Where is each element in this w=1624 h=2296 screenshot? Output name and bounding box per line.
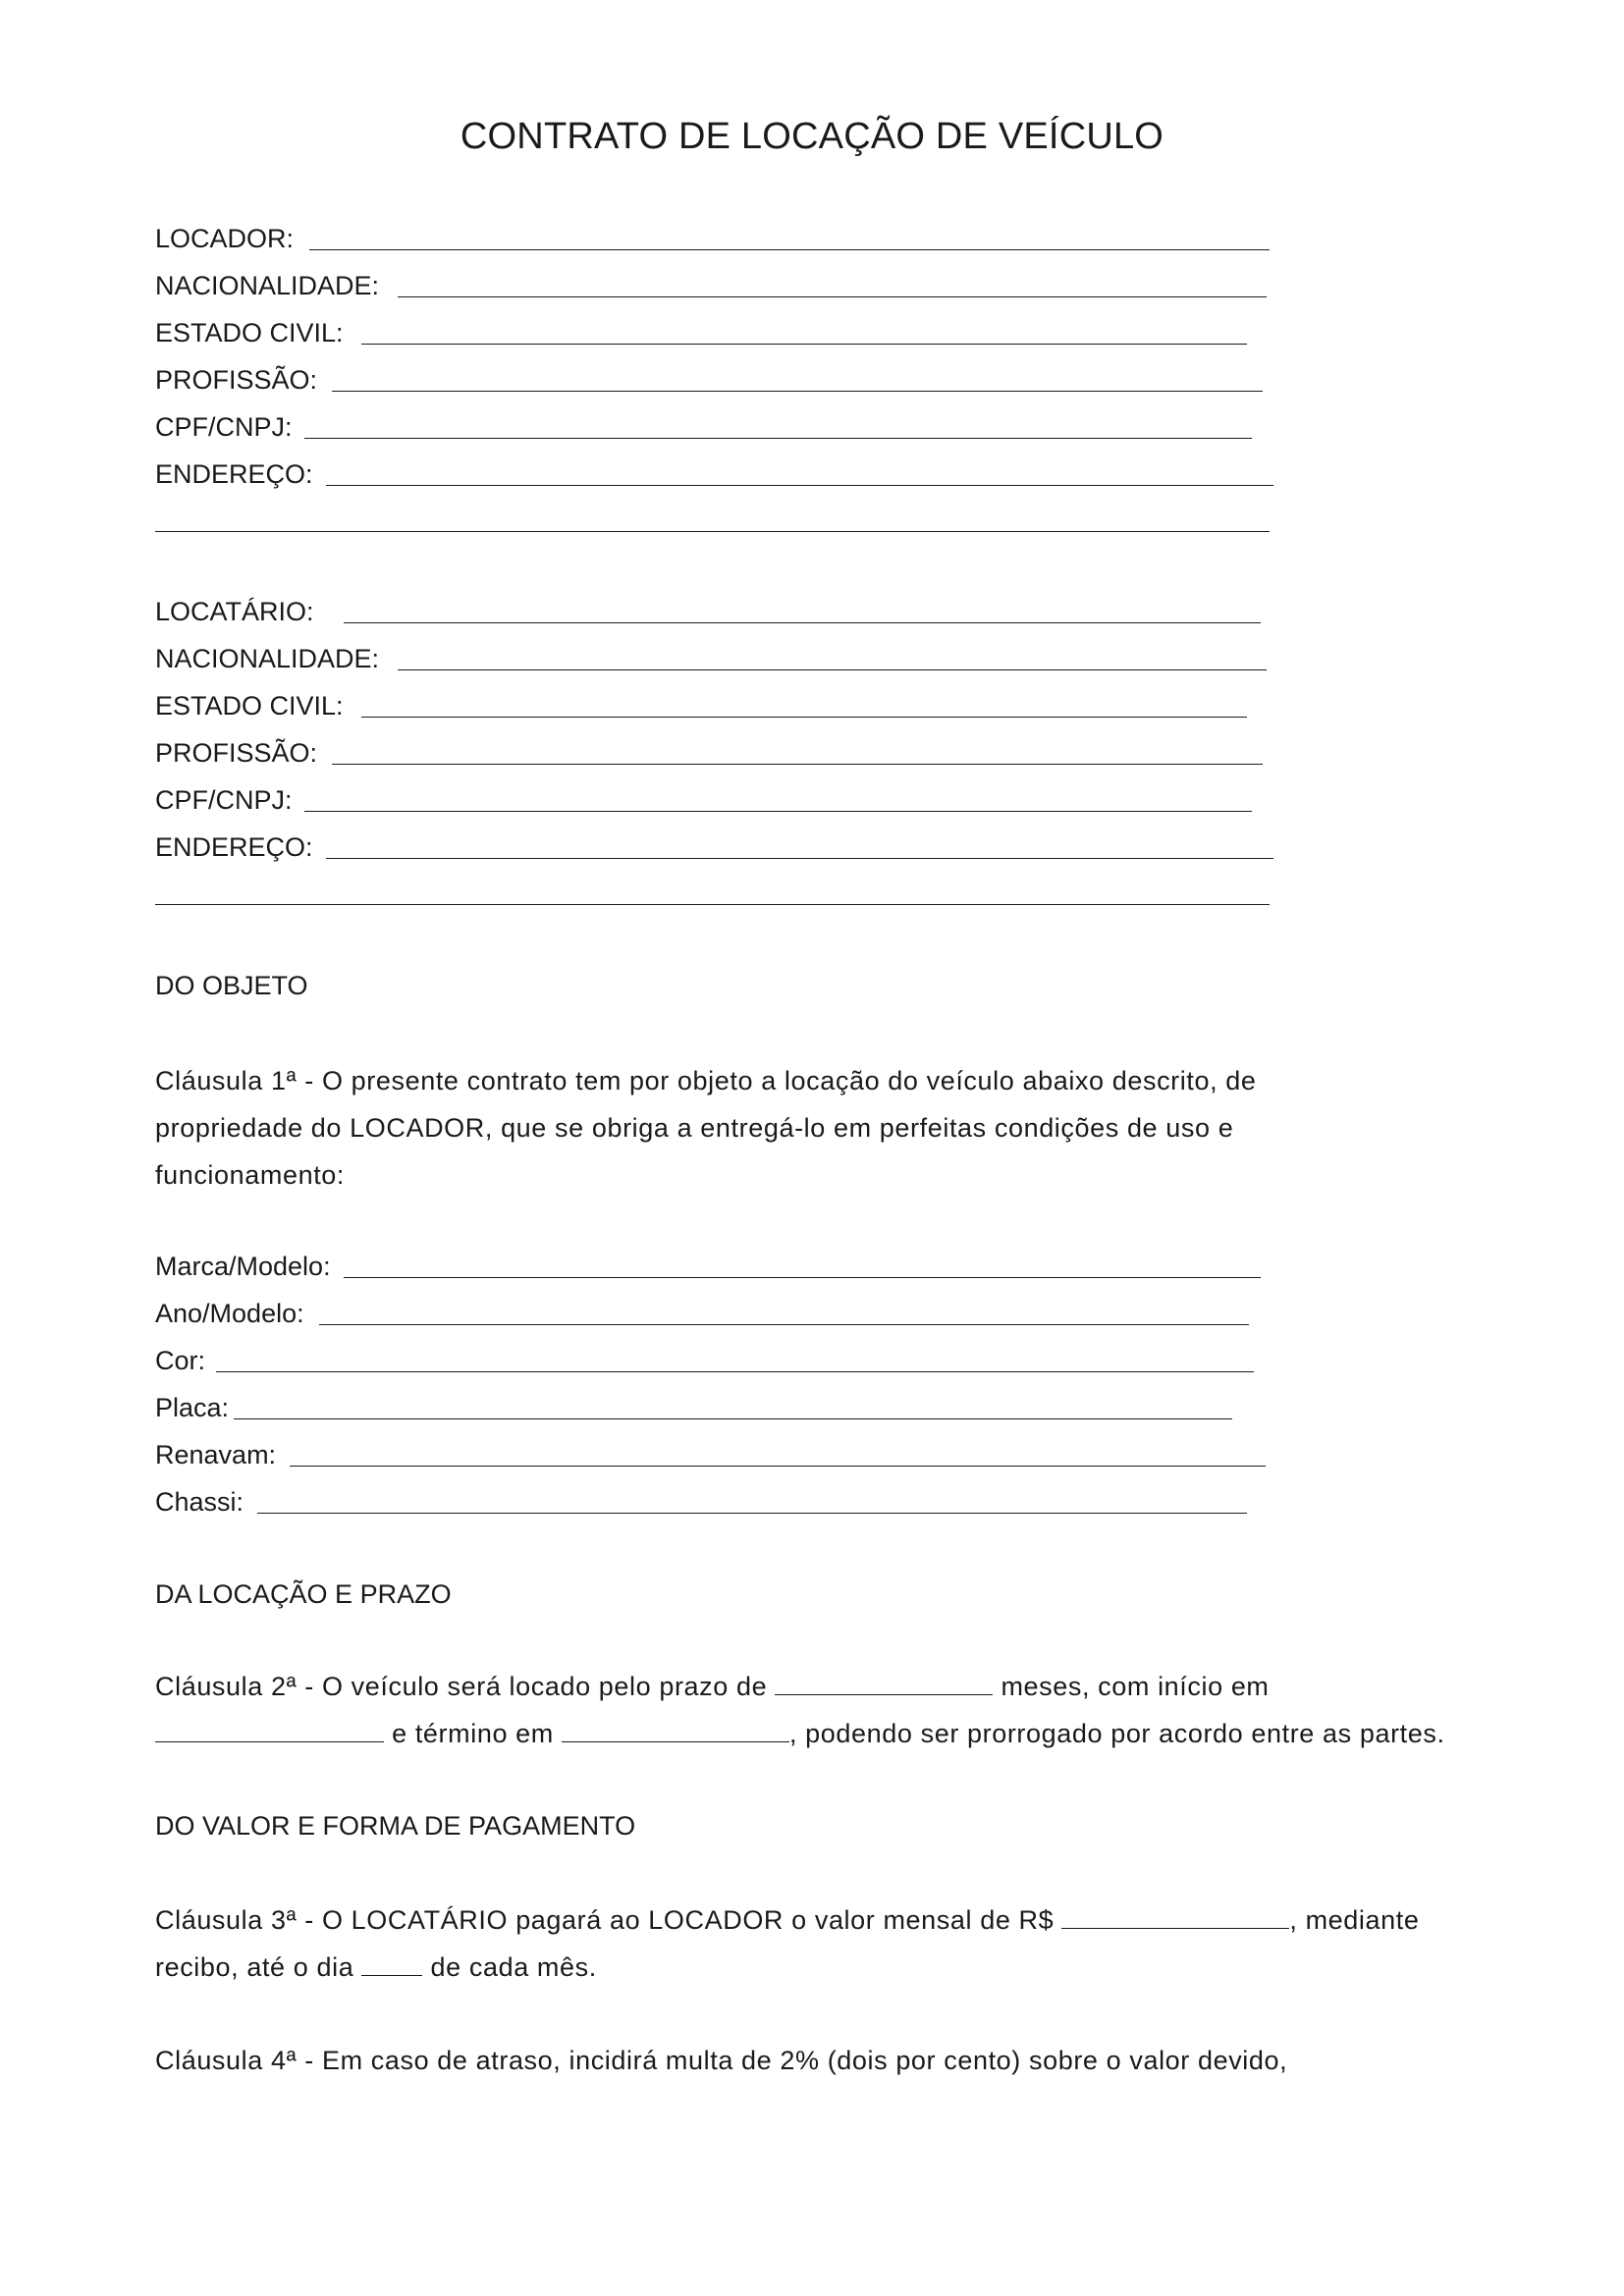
locador-nationality-field[interactable]	[398, 296, 1267, 297]
clausula-3-text-3: recibo, até o dia	[155, 1952, 354, 1982]
locador-profession-field[interactable]	[332, 391, 1263, 392]
vehicle-plate-label: Placa:	[155, 1393, 230, 1422]
locador-marital-status-field[interactable]	[361, 344, 1247, 345]
section-heading-objeto: DO OBJETO	[155, 971, 308, 1000]
locatario-address-label: ENDEREÇO:	[155, 832, 313, 862]
clausula-2-text-2: meses, com início em	[1001, 1672, 1270, 1701]
clausula-3-text-2: , mediante	[1289, 1905, 1420, 1935]
clausula-3	[155, 1896, 1510, 1991]
end-date-field[interactable]	[562, 1720, 789, 1742]
locador-name-field[interactable]	[309, 249, 1270, 250]
clausula-1	[155, 1057, 1510, 1199]
vehicle-renavam-label: Renavam:	[155, 1440, 277, 1469]
locatario-marital-status-label: ESTADO CIVIL:	[155, 691, 344, 721]
clausula-3-line-1	[155, 1896, 1510, 1944]
clausula-2-line-1	[155, 1663, 1510, 1710]
locador-nationality-label: NACIONALIDADE:	[155, 271, 380, 300]
vehicle-year-model-label: Ano/Modelo:	[155, 1299, 304, 1328]
clausula-1-line-3: funcionamento:	[155, 1160, 346, 1190]
vehicle-make-model-label: Marca/Modelo:	[155, 1252, 331, 1281]
locatario-profession-label: PROFISSÃO:	[155, 738, 318, 768]
vehicle-chassis-field[interactable]	[257, 1513, 1247, 1514]
locador-profession-label: PROFISSÃO:	[155, 365, 318, 395]
clausula-2-line-2	[155, 1710, 1510, 1757]
clausula-4-line-1: Cláusula 4ª - Em caso de atraso, incidirá multa de 2% (dois por cento) sobre o valor devido,	[155, 2046, 1288, 2075]
locatario-address-field[interactable]	[326, 858, 1273, 859]
monthly-value-field[interactable]	[1061, 1906, 1289, 1929]
clausula-1-line-2: propriedade do LOCADOR, que se obriga a entregá-lo em perfeitas condições de uso e	[155, 1113, 1234, 1143]
vehicle-color-field[interactable]	[216, 1371, 1254, 1372]
locatario-cpf-label: CPF/CNPJ:	[155, 785, 293, 815]
clausula-2-text-4: , podendo ser prorrogado por acordo entre as partes.	[788, 1719, 1445, 1748]
locatario-name-field[interactable]	[344, 622, 1261, 623]
locatario-nationality-label: NACIONALIDADE:	[155, 644, 380, 673]
clausula-2-text-1: Cláusula 2ª - O veículo será locado pelo prazo de	[155, 1672, 768, 1701]
locatario-cpf-field[interactable]	[304, 811, 1252, 812]
locatario-profession-field[interactable]	[332, 764, 1263, 765]
clausula-2	[155, 1663, 1510, 1757]
locatario-marital-status-field[interactable]	[361, 717, 1247, 718]
clausula-2-text-3: e término em	[392, 1719, 554, 1748]
locador-address-label: ENDEREÇO:	[155, 459, 313, 489]
locatario-nationality-field[interactable]	[398, 669, 1267, 670]
vehicle-plate-field[interactable]	[234, 1418, 1232, 1419]
locador-address-field[interactable]	[326, 485, 1273, 486]
payment-day-field[interactable]	[361, 1953, 422, 1976]
vehicle-renavam-field[interactable]	[290, 1466, 1266, 1467]
vehicle-make-model-field[interactable]	[344, 1277, 1261, 1278]
clausula-3-text-4: de cada mês.	[430, 1952, 597, 1982]
clausula-1-line-1: Cláusula 1ª - O presente contrato tem por objeto a locação do veículo abaixo descrito, de	[155, 1066, 1257, 1095]
locatario-address-field-continued[interactable]	[155, 904, 1270, 905]
section-heading-valor-pagamento: DO VALOR E FORMA DE PAGAMENTO	[155, 1811, 636, 1841]
clausula-4	[155, 2037, 1510, 2084]
clausula-3-line-2	[155, 1944, 1510, 1991]
locador-name-label: LOCADOR:	[155, 224, 295, 253]
locador-cpf-label: CPF/CNPJ:	[155, 412, 293, 442]
vehicle-year-model-field[interactable]	[319, 1324, 1249, 1325]
locador-cpf-field[interactable]	[304, 438, 1252, 439]
locatario-name-label: LOCATÁRIO:	[155, 597, 314, 626]
term-months-field[interactable]	[775, 1673, 993, 1695]
vehicle-chassis-label: Chassi:	[155, 1487, 244, 1517]
section-heading-locacao-prazo: DA LOCAÇÃO E PRAZO	[155, 1579, 452, 1609]
start-date-field[interactable]	[155, 1720, 384, 1742]
clausula-3-text-1: Cláusula 3ª - O LOCATÁRIO pagará ao LOCADOR o valor mensal de R$	[155, 1905, 1055, 1935]
vehicle-color-label: Cor:	[155, 1346, 206, 1375]
locador-marital-status-label: ESTADO CIVIL:	[155, 318, 344, 347]
locador-address-field-continued[interactable]	[155, 531, 1270, 532]
document-title: CONTRATO DE LOCAÇÃO DE VEÍCULO	[460, 116, 1164, 157]
